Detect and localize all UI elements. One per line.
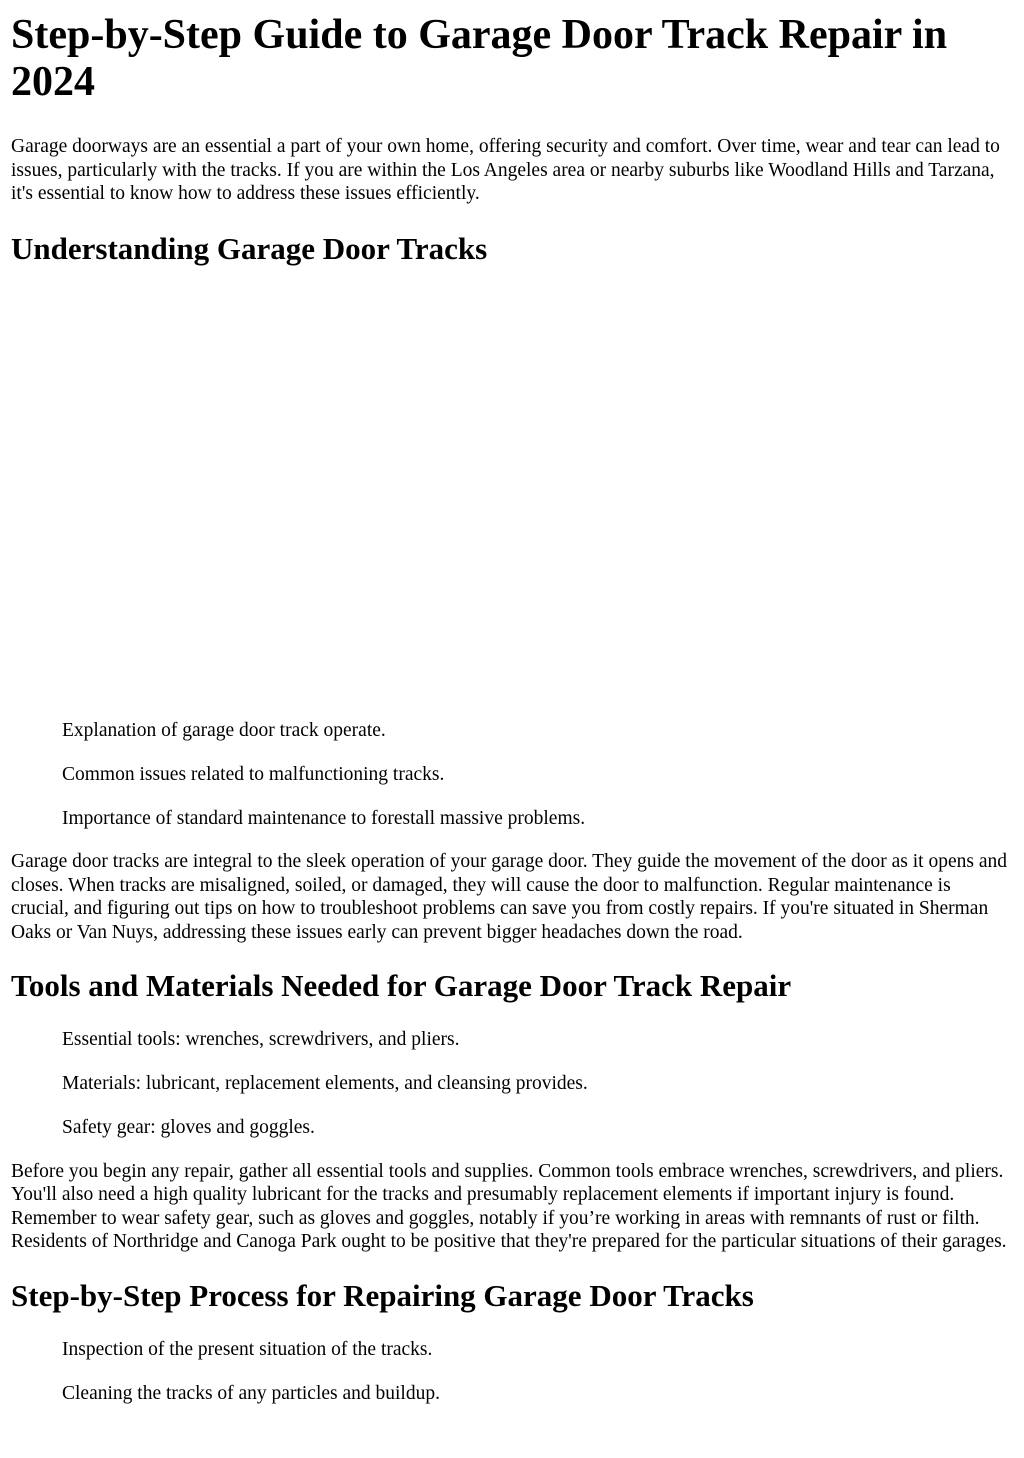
blank-image-area bbox=[11, 267, 1013, 719]
list-item: Inspection of the present situation of the tracks. bbox=[62, 1338, 433, 1360]
page-title: Step-by-Step Guide to Garage Door Track Repair in 2024 bbox=[11, 12, 948, 105]
list-item: Safety gear: gloves and goggles. bbox=[62, 1117, 315, 1138]
section-list-tools bbox=[11, 1028, 1013, 1140]
list-item: Essential tools: wrenches, screwdrivers, and pliers. bbox=[62, 1029, 460, 1050]
article bbox=[0, 12, 1024, 1405]
list-item: Explanation of garage door track operate. bbox=[62, 719, 386, 741]
section-body-tools: Before you begin any repair, gather all essential tools and supplies. Common tools embrace wrenches, screwdrivers, and pliers. You'll also need a high quality lubricant for the tracks and presumably replacement elements if important injury is found. Remember to wear safety gear, such as gloves and goggles, notably if you’re working in areas with remnants of rust or filth. Residents of Northridge and Canoga Park ought to be positive that they're prepared for the particular situations of their garages. bbox=[11, 1160, 1007, 1252]
intro-paragraph: Garage doorways are an essential a part of your own home, offering security and comfort. Over time, wear and tear can lead to issues, particularly with the tracks. If you are within the Los Angeles area or nearby suburbs like Woodland Hills and Tarzana, it's essential to know how to address these issues efficiently. bbox=[11, 136, 1000, 204]
list-item: Cleaning the tracks of any particles and buildup. bbox=[62, 1382, 440, 1404]
section-list-understanding bbox=[11, 719, 1013, 831]
list-item: Importance of standard maintenance to forestall massive problems. bbox=[62, 807, 586, 829]
section-heading-understanding: Understanding Garage Door Tracks bbox=[11, 230, 488, 266]
section-body-understanding: Garage door tracks are integral to the sleek operation of your garage door. They guide the movement of the door as it opens and closes. When tracks are misaligned, soiled, or damaged, they will cause the door to malfunction. Regular maintenance is crucial, and figuring out tips on how to troubleshoot problems can save you from costly repairs. If you're situated in Sherman Oaks or Van Nuys, addressing these issues early can prevent bigger headaches down the road. bbox=[11, 851, 1007, 943]
section-heading-tools: Tools and Materials Needed for Garage Door Track Repair bbox=[11, 968, 792, 1003]
list-item: Materials: lubricant, replacement elements, and cleansing provides. bbox=[62, 1073, 588, 1094]
section-heading-process: Step-by-Step Process for Repairing Garage Door Tracks bbox=[11, 1277, 754, 1313]
section-list-process bbox=[11, 1338, 1013, 1406]
list-item: Common issues related to malfunctioning tracks. bbox=[62, 763, 445, 785]
